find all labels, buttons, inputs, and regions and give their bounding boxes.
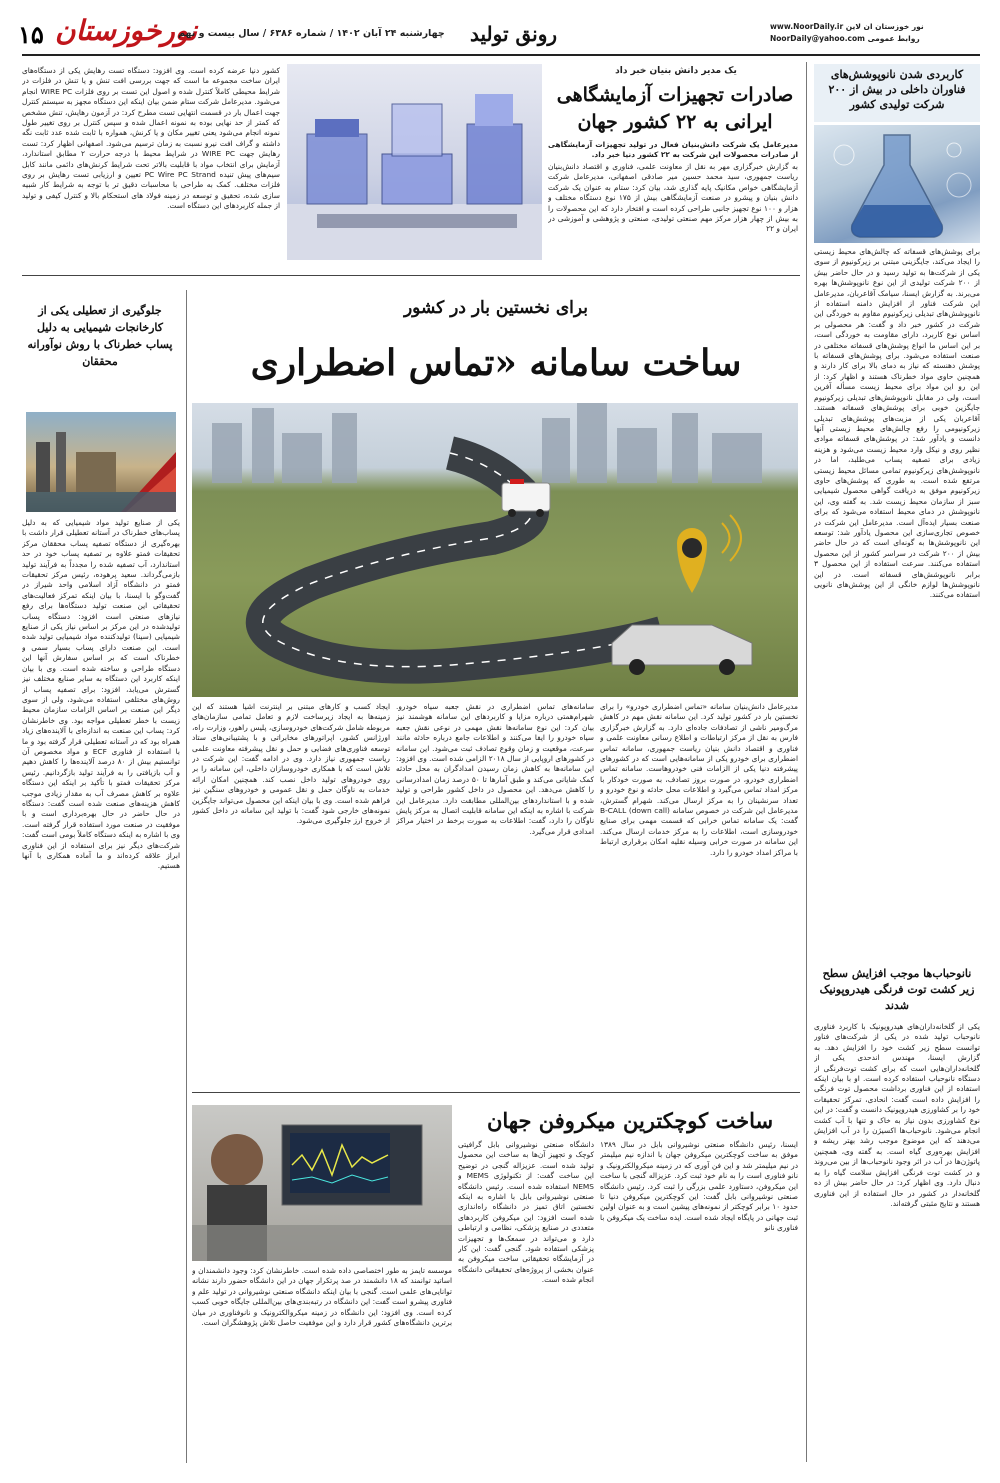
export-kicker: یک مدیر دانش بنیان خبر داد xyxy=(615,66,737,76)
chemical-body: یکی از صنایع تولید مواد شیمیایی که به دلیل پساب‌های خطرناک در آستانه تعطیلی قرار داشت با بهره‌گیری از دستگاه تصفیه پساب محققان مرکز تحقیقات فمتو علاوه بر تصفیه پساب خود در حد استاندارد، آب تصفیه شده را مجدداً به فرآیند تولید بازمی‌گرداند. سعید پرهوده، رئیس مرکز تحقیقات فمتو در دانشگاه آزاد اسلامی واحد شیراز در گفت‌وگو با ایسنا، با بیان اینکه تمرکز فعالیت‌های تحقیقاتی این صنعت تولید دستگاه‌ها برای رفع نیازهای صنعتی است افزود: دستگاه پساب تولیدشده در این مرکز بر اساس نیاز یکی از صنایع شیمیایی (سینا) تولیدکننده مواد شیمیایی تولید شده است. این صنعت دارای پساب بسیار سمی و خطرناک است که بر اساس سفارش آنها این دستگاه طراحی و ساخته شده است. وی با بیان اینکه کاربرد این دستگاه به سایر صنایع مختلف نیز گسترش می‌یابد، افزود: برای تصفیه پساب از روش‌های مختلفی استفاده می‌شود، ولی از سوی دیگر این صنعت بر اساس الزامات سازمان محیط زیست با خطر تعطیلی مواجه بود. وی خاطرنشان کرد: پساب این صنعت به اندازه‌ای با آلاینده‌های زیاد همراه بود که در آستانه تعطیلی قرار گرفته بود و ما با استفاده از فناوری ECF و مواد مخصوص آن توانستیم بیش از ۸۰ درصد آلاینده‌ها را کاهش دهیم و آب بازیافتی را به فرآیند تولید بازگردانیم. رئیس مرکز تحقیقات فمتو با تأکید بر اینکه این دستگاه علاوه بر کاهش مصرف آب به مقدار زیادی موجب کاهش هزینه‌های صنعت شده است گفت: دستگاه در حال حاضر در حال بهره‌برداری است و با موفقیت در صنعت مورد استفاده قرار گرفته است. وی با اشاره به اینکه دستگاه کاملاً بومی است گفت: شرکت‌های دیگر نیز برای استفاده از این فناوری ابراز علاقه کرده‌اند و ما آماده همکاری با آنها هستیم. xyxy=(22,518,180,871)
main-bottom-rule xyxy=(192,1092,800,1093)
page-number: ۱۵ xyxy=(18,20,44,49)
micro-col-2: دانشگاه صنعتی نوشیروانی بابل گرافیتی کوچک و تجهیز آن‌ها به ساخت این محصول تولید شده است. عزیزاله گنجی در توضیح این ساخت گفت: از تکنولوژی MEMS و NEMS استفاده شده است. رئیس دانشگاه صنعتی نوشیروانی بابل با اشاره به اینکه نخستین اتاق تمیز در دانشگاه راه‌اندازی شده است افزود: این میکروفن کاربردهای متعددی در صنایع پزشکی، نظامی و ارتباطی دارد و می‌تواند در سمعک‌ها و تجهیزات پزشکی استفاده شود. گنجی گفت: این کار در آزمایشگاه تحقیقاتی ساخت میکروفن به عنوان بخشی از پروژه‌های تحقیقاتی دانشگاه انجام شده است. xyxy=(458,1140,594,1285)
micro-title: ساخت کوچکترین میکروفن جهان xyxy=(486,1108,774,1133)
contact-web: www.NoorDaily.ir نور خوزستان ان لاین xyxy=(770,22,924,31)
researcher-oscilloscope-photo xyxy=(192,1105,452,1261)
masthead-rule xyxy=(22,54,980,56)
emergency-call-road-illustration xyxy=(192,403,798,697)
column-divider-left xyxy=(186,290,187,1463)
tomato-body: یکی از گلخانه‌داران‌های هیدروپونیک با کاربرد فناوری نانوحباب تولید شده در یکی از شرکت‌های فناور توانست سطح زیر کشت خود را افزایش دهد. به گزارش ایسنا، مهندس اندحدی یکی از گلخانه‌داران‌هایی است که برای کشت توت‌فرنگی از دستگاه نانوحباب استفاده کرده است. او با بیان اینکه استفاده از این فناوری برداشت محصول توت فرنگی را افزایش داده است گفت: انحادی، تمرکز تحقیقات خود را بر کشاورزی هیدروپونیک دانست و گفت: در این نوع کشاورزی بدون نیاز به خاک و تنها با آب کشت انجام می‌شود. نانوحباب‌ها اکسیژن را در آب افزایش می‌دهند که این موضوع موجب رشد بهتر ریشه و افزایش بهره‌وری گیاه است. به گفته وی، همچنین پاتوژن‌ها در آب در اثر وجود نانوحباب‌ها از بین می‌روند و در کشت توت فرنگی افزایش سلامت گیاه را به دنبال دارد. وی اظهار کرد: در حال حاضر بیش از ده گلخانه‌دار در کشور در حال استفاده از این فناوری هستند و نتایج مثبتی گرفته‌اند. xyxy=(814,1022,980,1208)
section-title: رونق تولید xyxy=(470,22,558,46)
newspaper-logo: نورخوزستان xyxy=(55,14,198,47)
main-kicker: برای نخستین بار در کشور xyxy=(403,298,589,318)
column-divider-right xyxy=(806,62,807,1462)
micro-col-3: موسسه تایمز به طور اختصاصی داده شده است. خاطرنشان کرد: وجود دانشمندان و اساتید توانمند که ۱۸ دانشمند در صد پرتکرار جهان در این دانشگاه حضور دارند نشانه توانایی‌های علمی است. گنجی با بیان اینکه دانشگاه صنعتی نوشیروانی در تولید علم و فناوری پیشرو است گفت: این دانشگاه در رتبه‌بندی‌های بین‌المللی جایگاه خوبی کسب کرده است. وی افزود: این دانشگاه در زمینه میکروالکترونیک و نانوفناوری در میان برترین دانشگاه‌های کشور قرار دارد و این موفقیت حاصل تلاش پژوهشگران است. xyxy=(192,1266,452,1328)
chemical-plant-photo xyxy=(26,412,176,512)
date-line: چهارشنبه ۲۴ آبان ۱۴۰۲ / شماره ۶۳۸۶ / سال بیست و نهم xyxy=(178,28,445,39)
lab-equipment-photo xyxy=(287,64,542,260)
nano-title: کاربردی شدن نانوپوشش‌های فناوران داخلی در بیش از ۲۰۰ شرکت تولیدی کشور xyxy=(828,68,966,111)
nano-title-box xyxy=(814,64,980,122)
main-col-2: سامانه‌های تماس اضطراری در نقش جعبه سیاه خودرو. شهرام‌همتی درباره مزایا و کاربردهای این سامانه هوشمند نیز بیان کرد: این نوع سامانه‌ها نقش مهمی در نوعی نقش جعبه سیاه خودرو را ایفا می‌کنند و اطلاعات جامع درباره حادثه مانند سرعت، موقعیت و زمان وقوع تصادف ثبت می‌شود. این سامانه در کشورهای اروپایی از سال ۲۰۱۸ الزامی شده است. وی افزود: این سامانه‌ها به کاهش زمان رسیدن امدادگران به محل حادثه کمک شایانی می‌کند و طبق آمارها تا ۵۰ درصد زمان امدادرسانی را کاهش می‌دهد. این محصول در داخل کشور طراحی و تولید شده و با استانداردهای بین‌المللی مطابقت دارد. مدیرعامل این شرکت با اشاره به اینکه این سامانه قابلیت اتصال به مرکز پایش ناوگان را دارد، گفت: اطلاعات به صورت برخط در اختیار مراکز امدادی قرار می‌گیرد. xyxy=(396,702,594,836)
export-lead: مدیرعامل یک شرکت دانش‌بنیان فعال در تولید تجهیزات آزمایشگاهی از صادرات محصولات این شرکت به ۲۲ کشور دنیا خبر داد. xyxy=(548,140,798,160)
main-col-3: ایجاد کسب و کارهای مبتنی بر اینترنت اشیا هستند که این زمینه‌ها به ایجاد زیرساخت لازم و تعامل تمامی سازمان‌های مربوطه شامل شرکت‌های خودروسازی، پلیس راهور، وزارت راه، اورژانس کشور، اپراتورهای مخابراتی و با پشتیبانی‌های ستاد توسعه فناوری‌های فضایی و حمل و نقل پیشرفته معاونت علمی ریاست جمهوری نیاز دارد. وی در ادامه گفت: این شرکت در تلاش است که با همکاری خودروسازان داخلی، این سامانه را بر روی خودروهای تولید داخل نصب کند. همچنین امکان ارائه خدمات به ناوگان حمل و نقل عمومی و خودروهای سنگین نیز فراهم شده است. وی با بیان اینکه این محصول می‌تواند جایگزین نمونه‌های خارجی شود گفت: با تولید این سامانه در داخل کشور از خروج ارز جلوگیری می‌شود. xyxy=(192,702,390,826)
contact-email: NoorDaily@yahoo.com روابط عمومی xyxy=(770,34,920,43)
export-body: به گزارش خبرگزاری مهر به نقل از معاونت علمی، فناوری و اقتصاد دانش‌بنیان ریاست جمهوری، سید محمد حسین میر صادقی اصفهانی، مدیرعامل شرکت آزمایشگاهی خواص مکانیک پایه گذاری شد، بیان کرد: ستام به عنوان یک شرکت دانش بنیان و پیشرو در صنعت آزمایشگاهی بیش از ۱۷۵ نوع دستگاه مختلف و هزار و ۱۰۰ نوع تجهیز جانبی طراحی کرده است و افتخار دارد که این محصولات را به بیش از چهار هزار مرکز مهم صنعتی تولیدی، صنعتی و پژوهشی و آموزشی در ایران و ۲۲ xyxy=(548,162,798,234)
export-title: صادرات تجهیزات آزمایشگاهی ایرانی به ۲۲ کشور جهان xyxy=(556,84,794,133)
nano-body: برای پوشش‌های قسفاته که چالش‌های محیط زیستی را ایجاد می‌کند، جایگزینی مبتنی بر زیرکونیوم از سوی یکی از شرکت‌ها به تولید رسید و در حال حاضر بیش از ۲۰۰ شرکت تولیدی از این نوع نانوپوشش‌ها بهره می‌برند. به گزارش ایسنا، سیامک آقاعربان، مدیرعامل این شرکت فناور از افزایش دامنه استفاده از نانوپوشش‌های تبدیلی زیرکونیوم مقاوم به خوردگی این شرکت در کشور خبر داد و گفت: هر محصولی بر اساس نوع کاربرد، دارای مقاومت به خوردگی است، بر این اساس ما انواع پوشش‌های قسفاته مختلفی در صنعت استفاده می‌شود. برای پوشش‌های قسفاته با پوشش دهنسته که نیاز به دمای بالا برای کار دارند و همچنین حاوی مواد خطرناک هستند و اظهار کرد: از این رو این مواد برای محیط زیست مسأله آفرین است، ولی در مقابل نانوپوشش‌های تبدیلی زیرکونیوم جایگزین خوبی برای پوشش‌های قسفاته هستند. آقاعربان یکی از مزیت‌های پوشش‌های تبدیلی زیرکونیومی را رفع چالش‌های محیط زیستی آنها دانست و یادآور شد: در پوشش‌های قسفاته موادی نظیر روی و نیکل وارد محیط زیست می‌شود و هزینه زیادی برای تصفیه پساب می‌طلبد، اما در نانوپوشش‌های زیرکونیوم تمامی مسائل محیط زیستی مرتفع شده است. به طوری که پوشش‌های حاوی زیرکونیوم موفق به دریافت گواهی محصول شیمیایی سبز از سازمان محیط زیست شد. به گفته وی، این نانوپوشش در دمای محیط استفاده می‌شود که برای صنعت بسیار ایده‌آل است. مدیرعامل این شرکت در خصوص تجاری‌سازی این محصول یادآور شد: توسعه این نانوپوشش‌ها به گونه‌ای است که در حال حاضر بیش از ۲۰۰ شرکت در سراسر کشور از این محصول استفاده می‌کنند. سرعت استفاده از این محصول ۳ برابر نانوپوشش‌های قسفاته است. در این نانوپوشش‌ها لوازم خانگی از این پوشش‌های نانویی استفاده می‌کنند. xyxy=(814,247,980,600)
export-body-cont: کشور دنیا عرضه کرده است. وی افزود: دستگاه تست رهایش یکی از دستگاه‌های ایران ساخت مجموعه ما است که جهت بررسی افت تنش و یا تنش در فلزات در شرایط محیطی کاملاً کنترل شده و اصول این تست بر روی فلزات WIRE PC انجام می‌شود. مدیرعامل شرکت ستام ضمن بیان اینکه این دستگاه مجهز به سیستم کنترل جهت اعمال بار در قسمت انتهایی تست مطرح کرد: در آزمون رهایش، تنش مشخص که کمتر از حد نهایی بوده به نمونه اعمال شده و سپس کنترل بر روی تغییر طول نمونه انجام می‌شود یعنی تغییر مکان و یا کرنش، همواره با ثابت شده عدد ثابت نگه داشته و گراف افت نیرو نسبت به زمان ترسیم می‌شود. اصفهانی اظهار کرد: تست رهایش جهت WIRE PC در شرایط محیط با درجه حرارت ۲ مطابق استاندارد، آزمایش برای انتخاب مواد با قابلیت بالاتر تحت شرایط کرنش‌های دائمی مانند کابل سیم‌های پیش تنیده PC Wire PC Strand تعیین و ارزیابی تست رهایش بر روی فلزات مختلف. کمک به طراحی با محاسبات دقیق تر با توجه به شرایط کار شبیه سازی شده، تحقیق و توسعه در زمینه فولاد های استحکام بالا و کنترل کیفی و تولید از جمله کاربردهای این دستگاه است. xyxy=(22,66,280,211)
tomato-title: نانوحباب‌ها موجب افزایش سطح زیر کشت توت فرنگی هیدروپونیک شدند xyxy=(819,967,975,1012)
main-title: ساخت سامانه «تماس اضطراری xyxy=(250,342,742,384)
export-bottom-rule xyxy=(22,275,800,276)
masthead xyxy=(0,0,1000,58)
main-col-1: مدیرعامل دانش‌بنیان سامانه «تماس اضطراری خودرو» را برای نخستین بار در کشور تولید کرد. این سامانه نقش مهم در کاهش مرگ‌ومیر ناشی از تصادفات جاده‌ای دارد. به گزارش خبرگزاری فارس به نقل از مرکز ارتباطات و اطلاع رسانی معاونت علمی و فناوری و اقتصاد دانش بنیان ریاست جمهوری، سامانه تماس اضطراری برای خودرو یکی از سامانه‌هایی است که در کشورهای پیشرفته دنیا یکی از الزامات فنی خودروهاست. سامانه تماس اضطراری خودرو، در صورت بروز تصادف، به صورت خودکار با مرکز امداد تماس می‌گیرد و اطلاعات محل حادثه و نوع خودرو و تعداد سرنشینان را به مرکز ارسال می‌کند. شهرام گسترش، مدیرعامل این شرکت در خصوص سامانه B-CALL (down call) گفت: یک سامانه تماس خرابی که قسمت مهمی برای صنایع خودروسازی است، اطلاعات را به مرکز خدمات ارسال می‌کند. این سامانه در صورت خرابی وسیله نقلیه امکان برقراری ارتباط با مراکز امداد خودرو را دارد. xyxy=(600,702,798,857)
nano-coating-flask-photo xyxy=(814,125,980,243)
micro-col-1: ایسنا، رئیس دانشگاه صنعتی نوشیروانی بابل در سال ۱۳۸۹ موفق به ساخت کوچکترین میکروفن جهان با اندازه نیم میلیمتر در نیم میلیمتر شد و این فن آوری که در زمینه میکروالکترونیک و نانو فناوری است را به نام خود ثبت کرد. عزیزاله گنجی با ساخت این میکروفن، دستاورد علمی بزرگی را ثبت کرد. رئیس دانشگاه صنعتی نوشیروانی بابل گفت: این کوچکترین میکروفن دنیا تا حدود ۱۰ برابر کوچکتر از نمونه‌های پیشین است و به عنوان اولین ثبت جهانی در پایگاه ایجاد شده است. ایده ساخت یک میکروفن با فناوری نانو xyxy=(600,1140,798,1233)
chemical-title: جلوگیری از تعطیلی یکی از کارخانجات شیمیایی به دلیل پساب خطرناک با روش نوآورانه محققان xyxy=(27,304,173,368)
